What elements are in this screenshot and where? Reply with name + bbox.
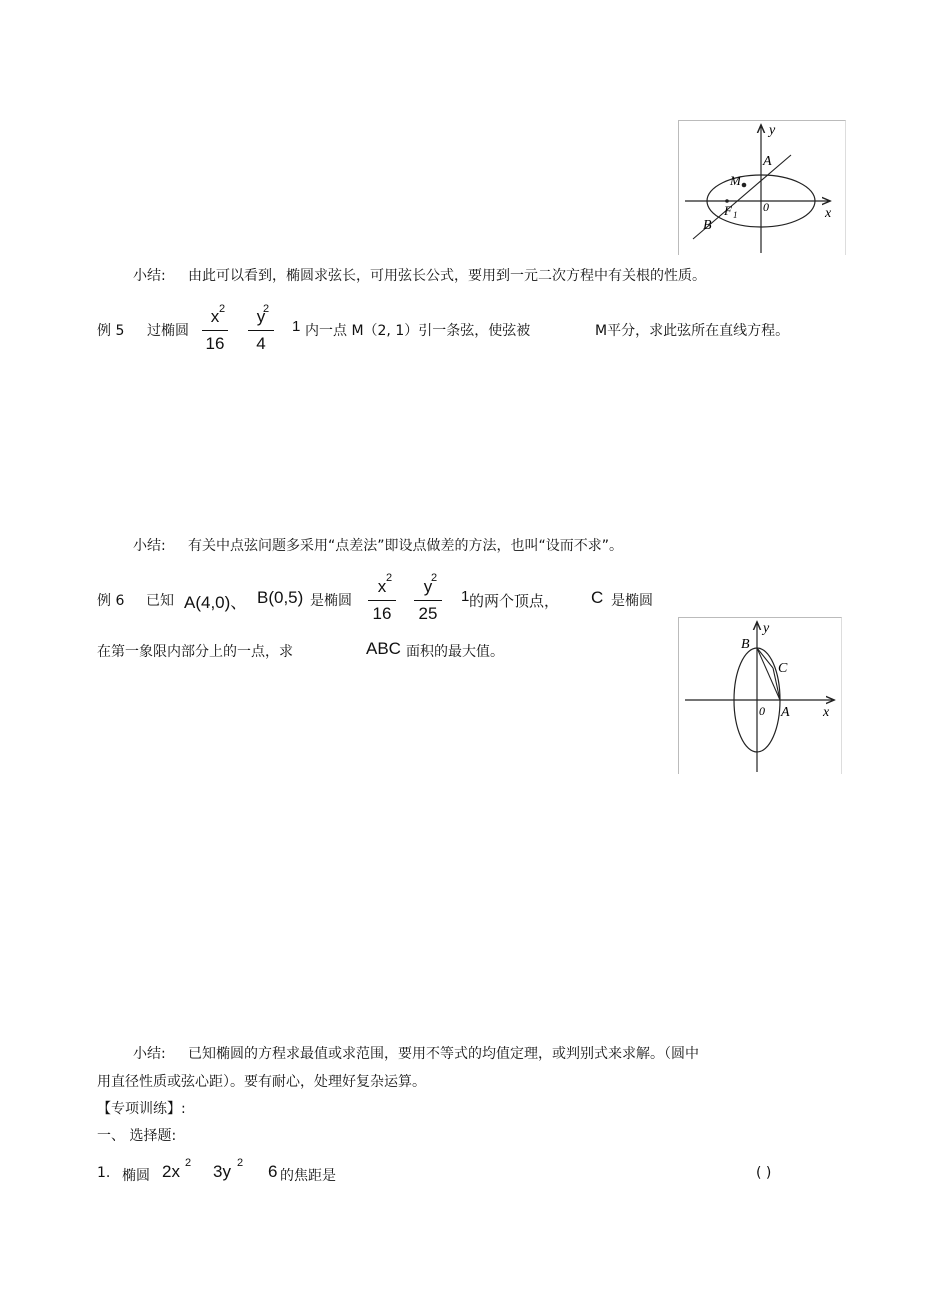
summary-4-label: 小结: bbox=[133, 268, 166, 284]
example-6-exp-y: 2 bbox=[431, 572, 438, 584]
example-6-exp-x: 2 bbox=[386, 572, 393, 584]
point-m bbox=[742, 183, 747, 188]
fraction-bar bbox=[368, 600, 396, 601]
figure-ellipse-triangle-svg bbox=[679, 618, 841, 774]
question-1-number: 1. bbox=[97, 1165, 111, 1181]
fig2-label-x: x bbox=[823, 705, 830, 720]
frac-numerator: y bbox=[423, 577, 433, 596]
example-5-pre: 过椭圆 bbox=[147, 323, 189, 339]
fig1-label-f-sub: 1 bbox=[733, 210, 738, 220]
example-6-point-b: B(0,5) bbox=[257, 588, 304, 607]
question-1-term-6: 6 bbox=[268, 1162, 278, 1181]
training-title: 【专项训练】: bbox=[97, 1101, 186, 1117]
question-1-pre: 椭圆 bbox=[122, 1168, 150, 1184]
example-6-end: 是椭圆 bbox=[611, 593, 653, 609]
fig2-label-c: C bbox=[778, 661, 788, 676]
fig1-label-b: B bbox=[703, 218, 712, 233]
example-6-label: 例 6 bbox=[97, 593, 125, 609]
fig1-label-f: F bbox=[724, 203, 732, 218]
example-5-post2: M平分，求此弦所在直线方程。 bbox=[595, 323, 790, 339]
example-6-is: 是椭圆 bbox=[310, 593, 352, 609]
example-5-fraction-y bbox=[248, 306, 274, 355]
fig1-label-origin: 0 bbox=[763, 200, 769, 214]
example-6-point-a: A(4,0)、 bbox=[184, 593, 248, 612]
fig1-label-y: y bbox=[769, 123, 776, 138]
fig1-label-m: M bbox=[730, 173, 741, 188]
frac-denominator: 4 bbox=[256, 334, 266, 353]
example-5-post: 内一点 M（2, 1）引一条弦，使弦被 bbox=[305, 323, 531, 339]
frac-numerator: x bbox=[377, 577, 387, 596]
example-6-line2-post: 面积的最大值。 bbox=[406, 644, 504, 660]
frac-numerator: y bbox=[256, 307, 266, 326]
example-6-pre: 已知 bbox=[146, 593, 174, 609]
summary-4-text: 由此可以看到，椭圆求弦长，可用弦长公式，要用到一元二次方程中有关根的性质。 bbox=[188, 268, 706, 284]
frac-denominator: 16 bbox=[205, 334, 225, 353]
example-6-triangle-abc: ABC bbox=[366, 639, 401, 658]
question-1-term-3y: 3y bbox=[213, 1162, 231, 1181]
fig1-label-x: x bbox=[825, 206, 832, 221]
frac-denominator: 16 bbox=[372, 604, 392, 623]
question-1-exp-y: 2 bbox=[237, 1157, 244, 1169]
figure-ellipse-triangle bbox=[678, 617, 842, 774]
question-1-term-2x: 2x bbox=[162, 1162, 180, 1181]
fig2-label-y: y bbox=[763, 621, 770, 636]
question-1-answer-paren: ( ) bbox=[756, 1165, 772, 1181]
fraction-bar bbox=[414, 600, 442, 601]
frac-numerator: x bbox=[210, 307, 220, 326]
example-5-exp-x: 2 bbox=[219, 303, 226, 315]
summary-6-label: 小结: bbox=[133, 1046, 166, 1062]
summary-6-line1: 已知椭圆的方程求最值或求范围，要用不等式的均值定理，或判别式来求解。（圆中 bbox=[188, 1046, 699, 1062]
example-5-exp-y: 2 bbox=[263, 303, 270, 315]
fig2-label-a: A bbox=[781, 705, 790, 720]
section-multiple-choice: 一、 选择题: bbox=[97, 1128, 177, 1144]
figure-ellipse-chord bbox=[678, 120, 846, 255]
fig2-label-origin: 0 bbox=[759, 704, 765, 718]
summary-5-label: 小结: bbox=[133, 538, 166, 554]
example-6-point-c: C bbox=[591, 588, 604, 607]
fraction-bar bbox=[248, 330, 274, 331]
example-5-label: 例 5 bbox=[97, 323, 125, 339]
example-6-line2-pre: 在第一象限内部分上的一点，求 bbox=[97, 644, 293, 660]
question-1-post: 的焦距是 bbox=[280, 1168, 336, 1184]
summary-6-line2: 用直径性质或弦心距）。要有耐心，处理好复杂运算。 bbox=[97, 1074, 426, 1090]
fig1-label-a: A bbox=[763, 154, 772, 169]
summary-5-text: 有关中点弦问题多采用“点差法”即设点做差的方法，也叫“设而不求”。 bbox=[188, 538, 624, 554]
figure-ellipse-chord-svg bbox=[679, 121, 845, 255]
example-6-fraction-y bbox=[414, 576, 442, 625]
fig2-label-b: B bbox=[741, 637, 750, 652]
fraction-bar bbox=[202, 330, 228, 331]
example-6-one: 1 bbox=[461, 588, 470, 605]
example-6-mid: 的两个顶点， bbox=[469, 592, 560, 610]
frac-denominator: 25 bbox=[418, 604, 438, 623]
example-5-one: 1 bbox=[292, 318, 301, 335]
question-1-exp-x: 2 bbox=[185, 1157, 192, 1169]
